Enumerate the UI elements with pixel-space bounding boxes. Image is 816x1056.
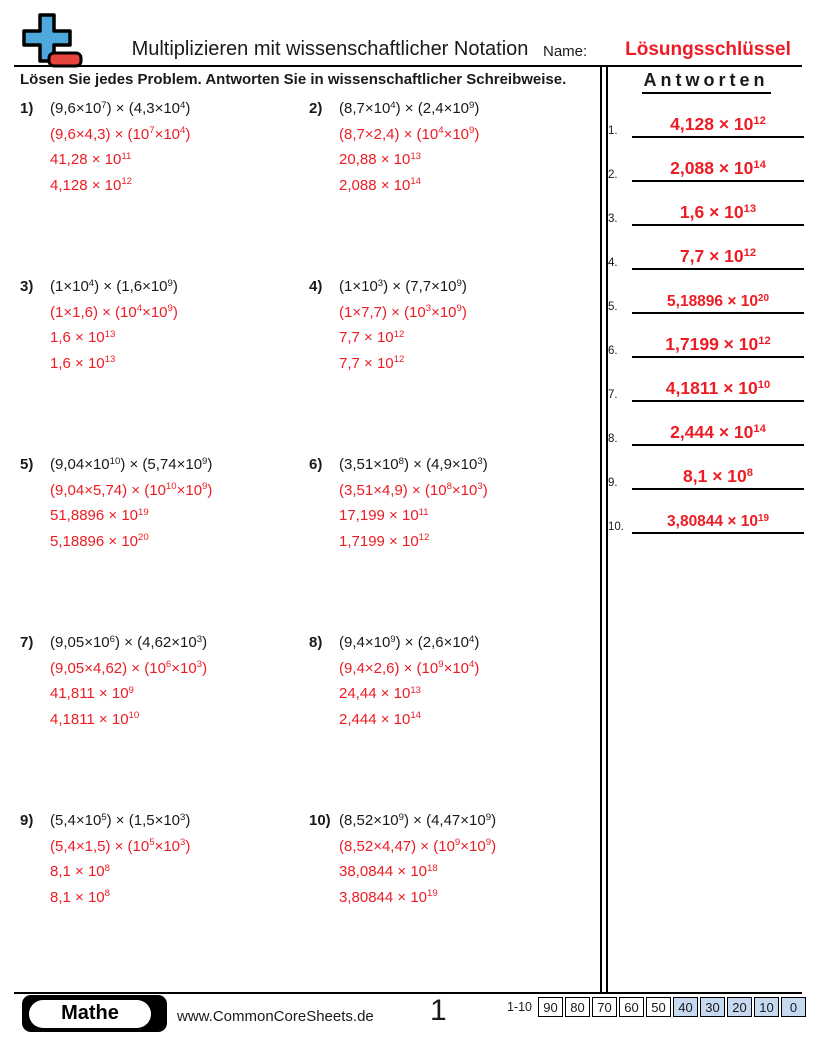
problem-work-line: $(9,04\times 5,74) \times (10^{10}\times 10^9)$ [50, 481, 213, 499]
page-number: 1 [430, 994, 447, 1027]
answer-number: 2. [608, 169, 618, 181]
answer-value: $7,7 \times 10^{12}$ [632, 246, 804, 270]
score-cell: 30 [700, 997, 725, 1017]
score-cell: 60 [619, 997, 644, 1017]
answer-row [608, 446, 804, 490]
subject-badge-oval [29, 1000, 151, 1028]
answer-number: 1. [608, 125, 618, 137]
problem-number: 2) [309, 100, 323, 117]
answer-number: 5. [608, 301, 618, 313]
problem-lines [339, 274, 467, 376]
problem-work-line: $20,88 \times 10^{13}$ [339, 150, 421, 168]
problem-question: $(9,04\times 10^{10}) \times (5,74\times 10^9)$ [50, 455, 213, 473]
problem-work-line: $(8,7\times 2,4) \times (10^4\times 10^9)$ [339, 125, 480, 143]
answer-value: $4,1811 \times 10^{10}$ [632, 378, 804, 402]
problem [20, 452, 309, 630]
problem-work-line: $(9,05\times 4,62) \times (10^6\times 10^3)$ [50, 659, 208, 677]
answer-number: 8. [608, 433, 618, 445]
problem-work-line: $17,199 \times 10^{11}$ [339, 506, 429, 524]
problem-number: 9) [20, 812, 34, 829]
answers-divider [600, 66, 608, 992]
problem-number: 8) [309, 634, 323, 651]
problem-work-line: $(9,4\times 2,6) \times (10^9\times 10^4)$ [339, 659, 480, 677]
problem-question: $(8,52\times 10^9) \times (4,47\times 10^9)$ [339, 811, 497, 829]
footer-rule [14, 992, 802, 994]
problem-number: 5) [20, 456, 34, 473]
score-cells [538, 997, 806, 1017]
answer-number: 6. [608, 345, 618, 357]
answers-list [608, 94, 804, 534]
problem-work-line: $4,128 \times 10^{12}$ [50, 176, 132, 194]
answer-value: $4,128 \times 10^{12}$ [632, 114, 804, 138]
problem-work-line: $2,444 \times 10^{14}$ [339, 710, 421, 728]
answer-value: $5,18896 \times 10^{20}$ [632, 293, 804, 314]
answer-row [608, 358, 804, 402]
problem [309, 630, 598, 808]
answer-number: 7. [608, 389, 618, 401]
problem-work-line: $41,811 \times 10^9$ [50, 684, 134, 702]
subject-badge [22, 995, 167, 1032]
answer-row [608, 182, 804, 226]
score-range-label: 1-10 [506, 1000, 532, 1014]
problem [20, 630, 309, 808]
subject-label: Mathe [61, 1002, 119, 1024]
answer-row [608, 490, 804, 534]
problem-work-line: $38,0844 \times 10^{18}$ [339, 862, 438, 880]
answers-panel [608, 70, 804, 534]
problem-question: $(3,51\times 10^8) \times (4,9\times 10^3)$ [339, 455, 488, 473]
problem-question: $(9,6\times 10^7) \times (4,3\times 10^4)$ [50, 99, 191, 117]
problem [309, 274, 598, 452]
header-rule [14, 65, 802, 67]
score-cell: 10 [754, 997, 779, 1017]
problem-lines [50, 808, 190, 910]
problem-work-line: $2,088 \times 10^{14}$ [339, 176, 421, 194]
problem-number: 7) [20, 634, 34, 651]
problem-question: $(5,4\times 10^5) \times (1,5\times 10^3)$ [50, 811, 191, 829]
problem-work-line: $4,1811 \times 10^{10}$ [50, 710, 140, 728]
problem-work-line: $24,44 \times 10^{13}$ [339, 684, 421, 702]
problem-work-line: $7,7 \times 10^{12}$ [339, 354, 405, 372]
problem-work-line: $(9,6\times 4,3) \times (10^7\times 10^4)$ [50, 125, 191, 143]
answer-row [608, 94, 804, 138]
problem-work-line: $(8,52\times 4,47) \times (10^9\times 10^9)$ [339, 837, 497, 855]
problem [309, 808, 598, 986]
answer-row [608, 226, 804, 270]
problem-number: 1) [20, 100, 34, 117]
problem-lines [339, 808, 496, 910]
answer-row [608, 270, 804, 314]
answer-row [608, 138, 804, 182]
problem-number: 10) [309, 812, 331, 829]
problem-number: 3) [20, 278, 34, 295]
problem [20, 808, 309, 986]
score-cell: 0 [781, 997, 806, 1017]
score-cell: 40 [673, 997, 698, 1017]
problem [309, 452, 598, 630]
answer-value: $8,1 \times 10^8$ [632, 466, 804, 490]
problem-question: $(9,4\times 10^9) \times (2,6\times 10^4)$ [339, 633, 480, 651]
answer-value: $1,6 \times 10^{13}$ [632, 202, 804, 226]
problem-work-line: $(1\times 1,6) \times (10^4\times 10^9)$ [50, 303, 178, 321]
site-url: www.CommonCoreSheets.de [177, 1008, 374, 1025]
problem-lines [50, 452, 212, 554]
problem-number: 4) [309, 278, 323, 295]
problem [20, 96, 309, 274]
answer-row [608, 314, 804, 358]
problem-work-line: $41,28 \times 10^{11}$ [50, 150, 132, 168]
problem-work-line: $8,1 \times 10^8$ [50, 888, 110, 906]
answer-value: $3,80844 \times 10^{19}$ [632, 513, 804, 534]
score-cell: 80 [565, 997, 590, 1017]
problem-work-line: $(3,51\times 4,9) \times (10^8\times 10^3)$ [339, 481, 488, 499]
problem-lines [339, 630, 479, 732]
problem-lines [339, 452, 488, 554]
answer-value: $1,7199 \times 10^{12}$ [632, 334, 804, 358]
name-label: Name: [543, 43, 588, 60]
answer-row [608, 402, 804, 446]
instruction-text: Lösen Sie jedes Problem. Antworten Sie in wissenschaftlicher Schreibweise. [20, 71, 567, 88]
problem-work-line: $51,8896 \times 10^{19}$ [50, 506, 149, 524]
problem-work-line: $3,80844 \times 10^{19}$ [339, 888, 438, 906]
answer-number: 4. [608, 257, 618, 269]
problem-question: $(1\times 10^4) \times (1,6\times 10^9)$ [50, 277, 178, 295]
problem-work-line: $1,7199 \times 10^{12}$ [339, 532, 430, 550]
problem-work-line: $(1\times 7,7) \times (10^3\times 10^9)$ [339, 303, 467, 321]
problem-lines [50, 630, 207, 732]
answers-title-text: Antworten [642, 70, 771, 94]
problem-work-line: $1,6 \times 10^{13}$ [50, 354, 116, 372]
score-cell: 90 [538, 997, 563, 1017]
score-cell: 50 [646, 997, 671, 1017]
score-cell: 70 [592, 997, 617, 1017]
problem-work-line: $5,18896 \times 10^{20}$ [50, 532, 149, 550]
problem-lines [50, 274, 178, 376]
problem-lines [50, 96, 190, 198]
problem-lines [339, 96, 479, 198]
score-cell: 20 [727, 997, 752, 1017]
score-table [507, 997, 806, 1017]
answer-value: $2,088 \times 10^{14}$ [632, 158, 804, 182]
problem [20, 274, 309, 452]
problem-work-line: $8,1 \times 10^8$ [50, 862, 110, 880]
problem-question: $(9,05\times 10^6) \times (4,62\times 10^3)$ [50, 633, 208, 651]
answer-number: 3. [608, 213, 618, 225]
answer-key-label: Lösungsschlüssel [625, 39, 791, 60]
answer-value: $2,444 \times 10^{14}$ [632, 422, 804, 446]
problem-work-line: $1,6 \times 10^{13}$ [50, 328, 116, 346]
problem [309, 96, 598, 274]
problem-work-line: $(5,4\times 1,5) \times (10^5\times 10^3)$ [50, 837, 191, 855]
answer-number: 10. [608, 521, 624, 533]
answers-title [608, 70, 804, 94]
problems-area [20, 96, 598, 986]
problem-number: 6) [309, 456, 323, 473]
problem-work-line: $7,7 \times 10^{12}$ [339, 328, 405, 346]
worksheet-title: Multiplizieren mit wissenschaftlicher Notation [131, 38, 529, 60]
answer-number: 9. [608, 477, 618, 489]
problem-question: $(8,7\times 10^4) \times (2,4\times 10^9)$ [339, 99, 480, 117]
problem-question: $(1\times 10^3) \times (7,7\times 10^9)$ [339, 277, 467, 295]
